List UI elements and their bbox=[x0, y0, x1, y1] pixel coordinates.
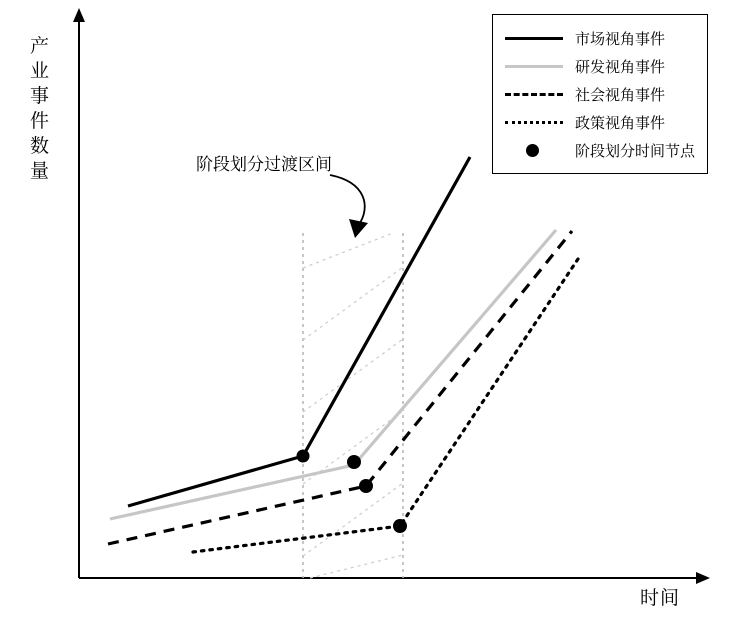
legend-item-market bbox=[493, 24, 707, 52]
x-axis-title: 时间 bbox=[640, 588, 681, 609]
legend-key-solid-gray-icon bbox=[505, 57, 563, 75]
legend-key-dot-marker-icon bbox=[505, 141, 563, 159]
chart-legend bbox=[492, 14, 708, 174]
legend-item-rnd bbox=[493, 52, 707, 80]
legend-item-policy bbox=[493, 108, 707, 136]
legend-key-dashed-icon bbox=[505, 85, 563, 103]
legend-label-rnd: 研发视角事件 bbox=[575, 58, 666, 76]
legend-label-policy: 政策视角事件 bbox=[575, 114, 666, 132]
legend-label-stage-node: 阶段划分时间节点 bbox=[575, 142, 696, 160]
annotation-label: 阶段划分过渡区间 bbox=[196, 155, 332, 174]
legend-item-stage-node bbox=[493, 136, 707, 164]
annotation-arrow bbox=[330, 175, 368, 238]
legend-item-society bbox=[493, 80, 707, 108]
legend-label-society: 社会视角事件 bbox=[575, 86, 666, 104]
stage-node-markers bbox=[297, 450, 408, 534]
legend-label-market: 市场视角事件 bbox=[575, 30, 666, 48]
series-policy-line bbox=[193, 259, 578, 552]
legend-key-solid-black-icon bbox=[505, 29, 563, 47]
y-axis-title: 产业事件数量 bbox=[29, 36, 50, 182]
series-rnd-line bbox=[110, 230, 556, 519]
legend-key-dotted-icon bbox=[505, 113, 563, 131]
